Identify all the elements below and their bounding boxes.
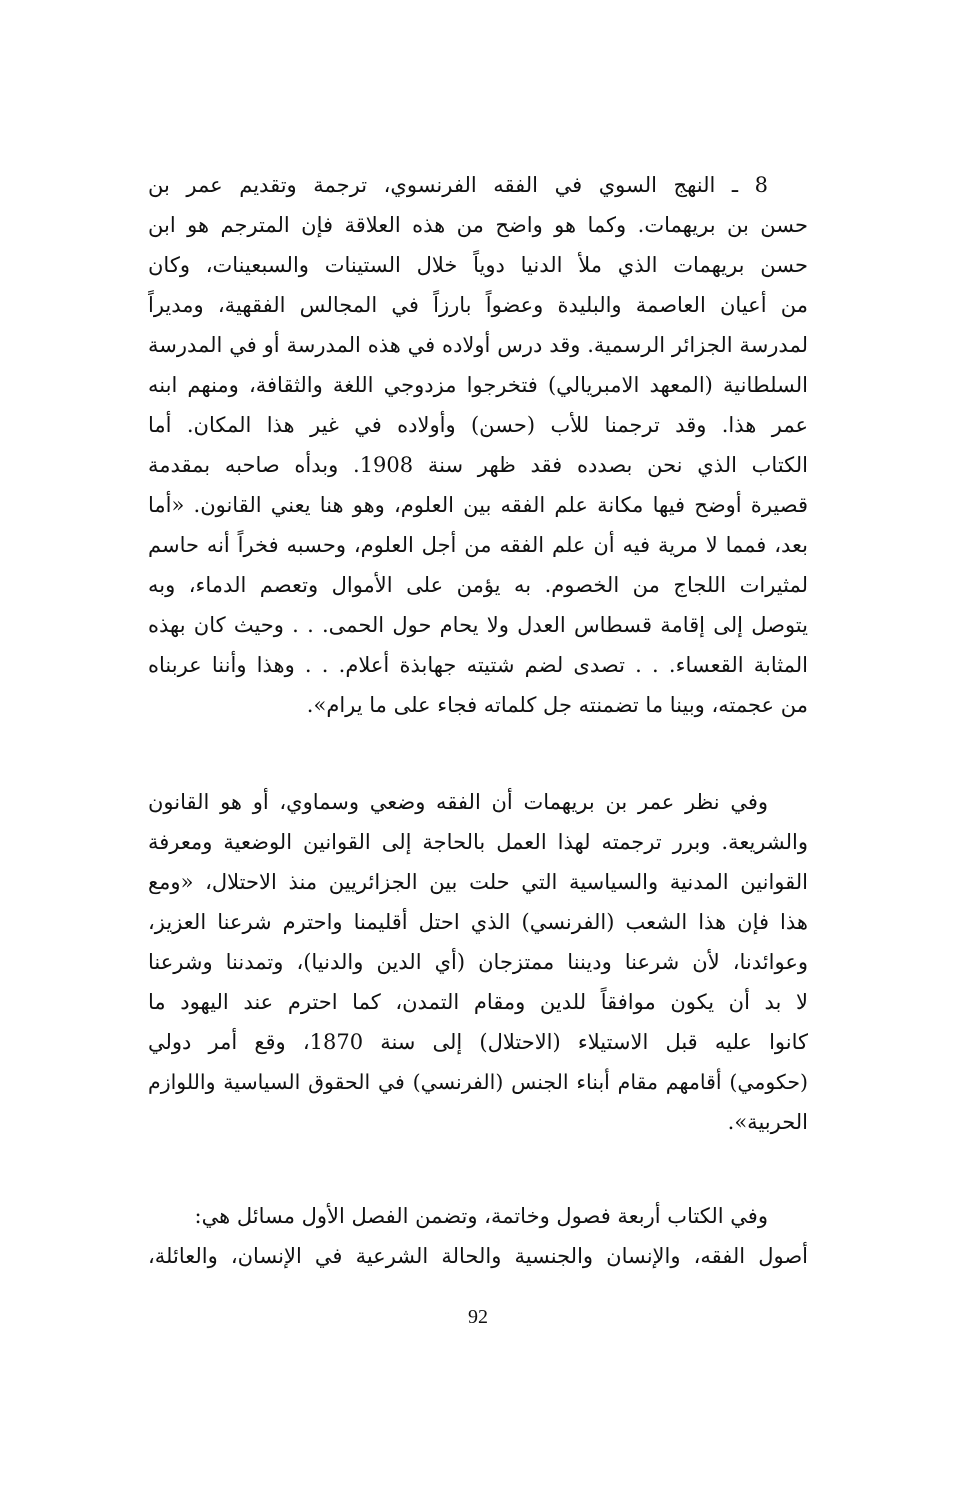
text-line: قصيرة أوضح فيها مكانة علم الفقه بين العلوم، وهو هنا يعني القانون. «أما bbox=[148, 493, 808, 517]
text-line: من أعيان العاصمة والبليدة وعضواً بارزاً في المجالس الفقهية، ومديراً bbox=[148, 293, 808, 317]
paragraph-law-view bbox=[148, 782, 808, 1142]
text-line: أصول الفقه، والإنسان والجنسية والحالة الشرعية في الإنسان، والعائلة، bbox=[148, 1244, 808, 1268]
text-line: 8 ـ النهج السوي في الفقه الفرنسوي، ترجمة وتقديم عمر بن bbox=[148, 173, 768, 197]
page-number: 92 bbox=[468, 1306, 488, 1328]
text-line: لمثيرات اللجاج من الخصوم. به يؤمن على الأموال وتعصم الدماء، وبه bbox=[148, 573, 808, 597]
text-line: من عجمته، وبينا ما تضمنته جل كلماته فجاء على ما يرام». bbox=[306, 693, 808, 717]
text-line: حسن بن بريهمات. وكما هو واضح من هذه العلاقة فإن المترجم هو ابن bbox=[148, 213, 808, 237]
text-line: وعوائدنا، لأن شرعنا وديننا ممتزجان (أي الدين والدنيا)، وتمدننا وشرعنا bbox=[148, 950, 808, 974]
text-line: وفي الكتاب أربعة فصول وخاتمة، وتضمن الفصل الأول مسائل هي: bbox=[194, 1204, 768, 1228]
text-line: الحربية». bbox=[727, 1110, 808, 1134]
text-line: يتوصل إلى إقامة قسطاس العدل ولا يحام حول الحمى. . . وحيث كان بهذه bbox=[148, 613, 808, 637]
paragraph-book-8 bbox=[148, 165, 808, 725]
paragraph-book-chapters bbox=[148, 1196, 808, 1276]
text-line: عمر هذا. وقد ترجمنا للأب (حسن) وأولاده في غير هذا المكان. أما bbox=[148, 413, 808, 437]
text-line: (حكومي) أقامهم مقام أبناء الجنس (الفرنسي) في الحقوق السياسية واللوازم bbox=[148, 1070, 808, 1094]
text-line: وفي نظر عمر بن بريهمات أن الفقه وضعي وسماوي، أو هو القانون bbox=[148, 790, 768, 814]
text-line: كانوا عليه قبل الاستيلاء (الاحتلال) إلى سنة 1870، وقع أمر دولي bbox=[148, 1030, 808, 1054]
text-line: الكتاب الذي نحن بصدده فقد ظهر سنة 1908. وبدأه صاحبه بمقدمة bbox=[148, 453, 808, 477]
text-line: بعد، فمما لا مرية فيه أن علم الفقه من أجل العلوم، وحسبه فخراً أنه حاسم bbox=[148, 533, 808, 557]
text-line: السلطانية (المعهد الامبريالي) فتخرجوا مزدوجي اللغة والثقافة، ومنهم ابنه bbox=[148, 373, 808, 397]
text-line: حسن بريهمات الذي ملأ الدنيا دوياً خلال الستينات والسبعينات، وكان bbox=[148, 253, 808, 277]
text-line: هذا فإن هذا الشعب (الفرنسي) الذي احتل أقليمنا واحترم شرعنا العزيز، bbox=[148, 910, 808, 934]
text-line: والشريعة. وبرر ترجمته لهذا العمل بالحاجة إلى القوانين الوضعية ومعرفة bbox=[148, 830, 808, 854]
text-line: لمدرسة الجزائر الرسمية. وقد درس أولاده في هذه المدرسة أو في المدرسة bbox=[148, 333, 808, 357]
text-line: لا بد أن يكون موافقاً للدين ومقام التمدن، كما احترم عند اليهود ما bbox=[148, 990, 808, 1014]
text-line: المثابة القعساء. . . تصدى لضم شتيته جهابذة أعلام. . . وهذا وأننا عربناه bbox=[148, 653, 808, 677]
text-line: القوانين المدنية والسياسية التي حلت بين الجزائريين منذ الاحتلال، «ومع bbox=[148, 870, 808, 894]
